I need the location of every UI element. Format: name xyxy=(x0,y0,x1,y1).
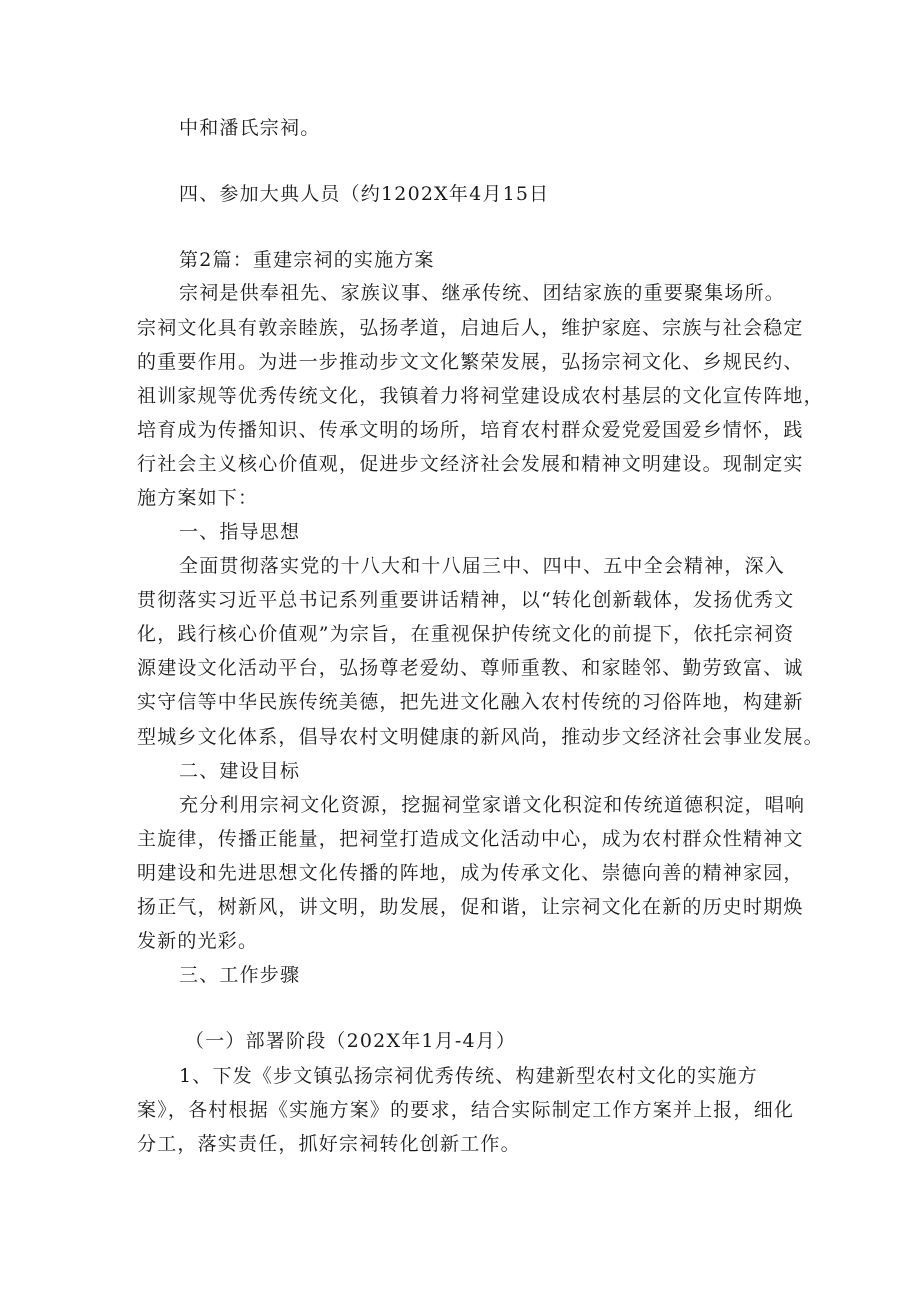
paragraph-line: 1、下发《步文镇弘扬宗祠优秀传统、构建新型农村文化的实施方 xyxy=(179,1065,758,1087)
paragraph-line: 型城乡文化体系，倡导农村文明健康的新风尚，推动步文经济社会事业发展。 xyxy=(137,726,824,748)
paragraph-line: 明建设和先进思想文化传播的阵地，成为传承文化、崇德向善的精神家园， xyxy=(137,862,804,884)
paragraph-line: 施方案如下： xyxy=(137,487,259,509)
paragraph-line: 案》，各村根据《实施方案》的要求，结合实际制定工作方案并上报，细化 xyxy=(137,1099,795,1121)
paragraph-line: 化，践行核心价值观”为宗旨，在重视保护传统文化的前提下，依托宗祠资 xyxy=(137,623,795,645)
paragraph-line: 实守信等中华民族传统美德，把先进文化融入农村传统的习俗阵地，构建新 xyxy=(137,691,804,713)
section-heading: 二、建设目标 xyxy=(179,760,301,782)
paragraph-line: 源建设文化活动平台，弘扬尊老爱幼、尊师重教、和家睦邻、勤劳致富、诚 xyxy=(137,657,804,679)
paragraph-line: 贯彻落实习近平总书记系列重要讲话精神，以“转化创新载体，发扬优秀文 xyxy=(137,589,795,611)
section-heading: 三、工作步骤 xyxy=(179,964,301,986)
paragraph-line: 扬正气，树新风，讲文明，助发展，促和谐，让宗祠文化在新的历史时期焕 xyxy=(137,896,804,918)
paragraph-line: 全面贯彻落实党的十八大和十八届三中、四中、五中全会精神，深入 xyxy=(179,555,786,577)
paragraph-line: 主旋律，传播正能量，把祠堂打造成文化活动中心，成为农村群众性精神文 xyxy=(137,828,804,850)
paragraph-line: 充分利用宗祠文化资源，挖掘祠堂家谱文化积淀和传统道德积淀，唱响 xyxy=(179,794,806,816)
paragraph-line: 中和潘氏宗祠。 xyxy=(179,117,321,139)
paragraph-line: 培育成为传播知识、传承文明的场所，培育农村群众爱党爱国爱乡情怀，践 xyxy=(137,419,804,441)
paragraph-line: 宗祠文化具有敦亲睦族，弘扬孝道，启迪后人，维护家庭、宗族与社会稳定 xyxy=(137,317,804,339)
paragraph-line: 宗祠是供奉祖先、家族议事、继承传统、团结家族的重要聚集场所。 xyxy=(179,282,786,304)
section-heading: 四、参加大典人员（约1202X年4月15日 xyxy=(179,183,550,205)
paragraph-line: 祖训家规等优秀传统文化，我镇着力将祠堂建设成农村基层的文化宣传阵地， xyxy=(137,385,824,407)
paragraph-line: 分工，落实责任，抓好宗祠转化创新工作。 xyxy=(137,1133,521,1155)
paragraph-line: 行社会主义核心价值观，促进步文经济社会发展和精神文明建设。现制定实 xyxy=(137,453,804,475)
section-heading: 一、指导思想 xyxy=(179,521,301,543)
paragraph-line: 的重要作用。为进一步推动步文文化繁荣发展，弘扬宗祠文化、乡规民约、 xyxy=(137,351,804,373)
article-title: 第2篇：重建宗祠的实施方案 xyxy=(179,249,435,271)
paragraph-line: 发新的光彩。 xyxy=(137,930,259,952)
subsection-heading: （一）部署阶段（202X年1月-4月） xyxy=(185,1030,517,1052)
